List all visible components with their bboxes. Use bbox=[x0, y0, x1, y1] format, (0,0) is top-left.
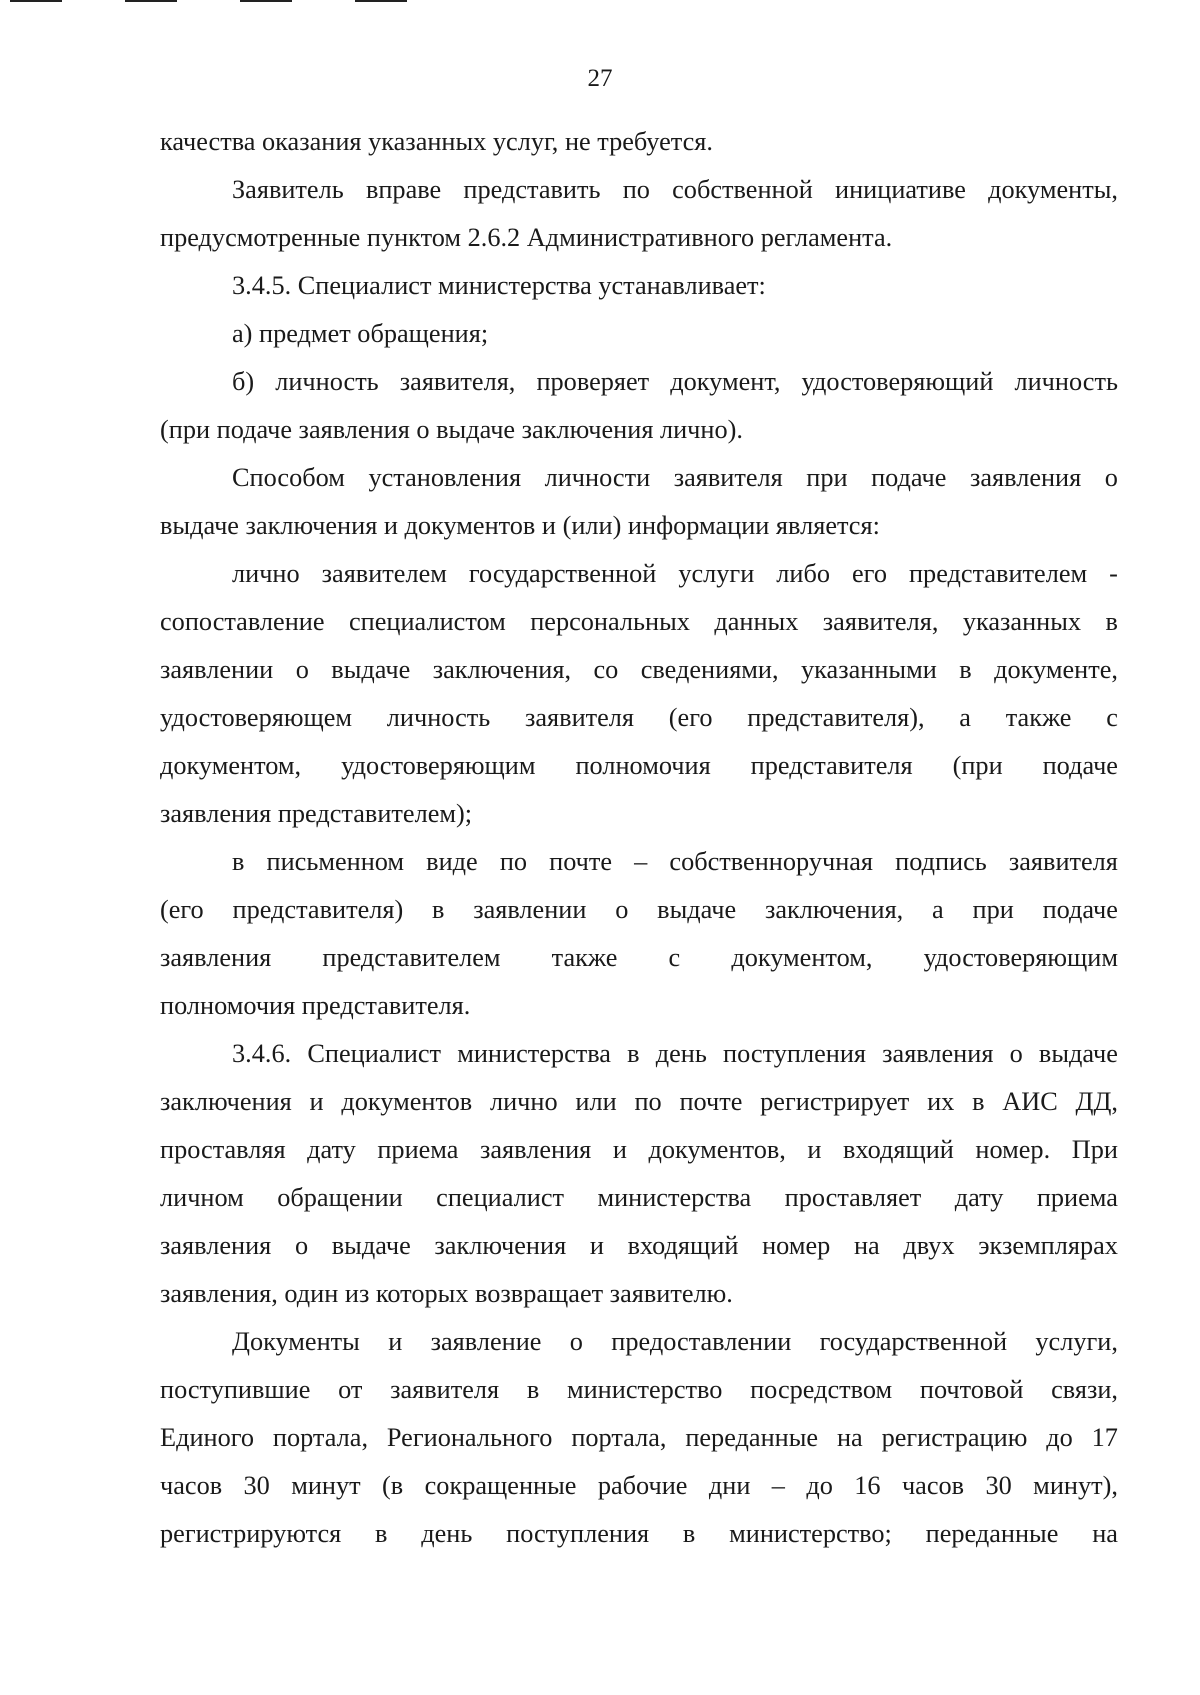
word: представить bbox=[463, 175, 601, 204]
word: 17 bbox=[1091, 1423, 1118, 1452]
word: личном bbox=[160, 1183, 244, 1212]
word: предоставлении bbox=[611, 1327, 792, 1356]
word: до bbox=[1046, 1423, 1073, 1452]
text-line: полномочия представителя. bbox=[160, 991, 471, 1020]
word: сведениями, bbox=[640, 655, 779, 684]
text-line bbox=[160, 1030, 1118, 1078]
text-line: (при подаче заявления о выдаче заключения лично). bbox=[160, 415, 743, 444]
word: подпись bbox=[895, 847, 987, 876]
word: почтовой bbox=[919, 1375, 1024, 1404]
word: в bbox=[1105, 607, 1118, 636]
word: удостоверяющим bbox=[341, 751, 536, 780]
word: удостоверяющий bbox=[801, 367, 994, 396]
text-line bbox=[160, 1078, 1118, 1126]
word: заключения bbox=[434, 1231, 567, 1260]
word: связи, bbox=[1051, 1375, 1118, 1404]
text-line: предусмотренные пунктом 2.6.2 Административного регламента. bbox=[160, 223, 893, 252]
word: в bbox=[682, 1519, 696, 1548]
word: в bbox=[232, 847, 245, 876]
word: проставляет bbox=[784, 1183, 922, 1212]
text-line bbox=[160, 358, 1118, 406]
word: поступления bbox=[506, 1519, 650, 1548]
word: номер bbox=[762, 1231, 831, 1260]
word: услуги, bbox=[1035, 1327, 1118, 1356]
word: выдаче bbox=[331, 1231, 411, 1260]
word: также bbox=[1005, 703, 1072, 732]
word: день bbox=[655, 1039, 707, 1068]
word: документом, bbox=[731, 943, 873, 972]
word: проверяет bbox=[536, 367, 650, 396]
word: экземплярах bbox=[978, 1231, 1118, 1260]
word: дату bbox=[307, 1135, 356, 1164]
word: заявления bbox=[480, 1135, 592, 1164]
word: выдаче bbox=[1038, 1039, 1118, 1068]
word: – bbox=[634, 847, 648, 876]
scan-mark bbox=[125, 0, 177, 2]
word: в bbox=[627, 1039, 640, 1068]
word: почте bbox=[549, 847, 613, 876]
word: почте bbox=[679, 1087, 743, 1116]
word: их bbox=[927, 1087, 955, 1116]
word: заключения, bbox=[764, 895, 904, 924]
word: приема bbox=[1036, 1183, 1118, 1212]
word: Регионального bbox=[386, 1423, 553, 1452]
word: министерство; bbox=[729, 1519, 892, 1548]
word: заявлении bbox=[473, 895, 587, 924]
word: лично bbox=[232, 559, 300, 588]
word: от bbox=[338, 1375, 363, 1404]
word: Способом bbox=[232, 463, 345, 492]
word: услуги bbox=[678, 559, 755, 588]
word: подаче bbox=[1042, 895, 1118, 924]
scan-mark bbox=[240, 0, 292, 2]
word: представителя), bbox=[747, 703, 925, 732]
word: (при bbox=[952, 751, 1003, 780]
word: дни bbox=[708, 1471, 751, 1500]
word: 30 bbox=[243, 1471, 270, 1500]
word: б) bbox=[232, 367, 255, 396]
text-line: выдаче заключения и документов и (или) информации является: bbox=[160, 511, 880, 540]
word: личность bbox=[275, 367, 379, 396]
text-line bbox=[160, 1174, 1118, 1222]
word: заявления bbox=[969, 463, 1082, 492]
word: в bbox=[526, 1375, 540, 1404]
text-line bbox=[160, 1462, 1118, 1510]
scan-mark bbox=[10, 0, 62, 2]
word: заключения, bbox=[432, 655, 572, 684]
word: сопоставление bbox=[160, 607, 325, 636]
word: о bbox=[569, 1327, 583, 1356]
scan-mark bbox=[355, 0, 407, 2]
word: заявление bbox=[430, 1327, 542, 1356]
word: регистрацию bbox=[881, 1423, 1028, 1452]
text-line bbox=[160, 1222, 1118, 1270]
word: переданные bbox=[685, 1423, 819, 1452]
word: представителя) bbox=[232, 895, 404, 924]
word: АИС bbox=[1002, 1087, 1058, 1116]
word: министерства bbox=[457, 1039, 611, 1068]
document-body bbox=[160, 118, 1118, 1558]
word: указанных bbox=[962, 607, 1082, 636]
word: с bbox=[668, 943, 681, 972]
word: документом, bbox=[160, 751, 302, 780]
word: входящий bbox=[843, 1135, 954, 1164]
word: Заявитель bbox=[232, 175, 344, 204]
word: данных bbox=[714, 607, 799, 636]
word: заявителем bbox=[321, 559, 447, 588]
word: а bbox=[932, 895, 944, 924]
word: и bbox=[309, 1087, 324, 1116]
word: заявления bbox=[160, 1231, 272, 1260]
word: письменном bbox=[266, 847, 405, 876]
word: и bbox=[807, 1135, 822, 1164]
text-line bbox=[160, 1510, 1118, 1558]
word: документе, bbox=[994, 655, 1118, 684]
word: подаче bbox=[871, 463, 947, 492]
page-number: 27 bbox=[587, 65, 613, 92]
word: либо bbox=[776, 559, 831, 588]
text-line bbox=[160, 886, 1118, 934]
word: персональных bbox=[530, 607, 690, 636]
word: по bbox=[499, 847, 528, 876]
word: документов, bbox=[648, 1135, 786, 1164]
word: а bbox=[959, 703, 971, 732]
word: (в bbox=[382, 1471, 404, 1500]
word: личность bbox=[386, 703, 491, 732]
word: указанными bbox=[801, 655, 937, 684]
word: день bbox=[421, 1519, 473, 1548]
word: на bbox=[836, 1423, 863, 1452]
word: 30 bbox=[985, 1471, 1012, 1500]
text-line bbox=[160, 934, 1118, 982]
word: номер. bbox=[975, 1135, 1051, 1164]
scan-top-marks bbox=[0, 0, 1200, 4]
word: приема bbox=[377, 1135, 459, 1164]
word: Единого bbox=[160, 1423, 255, 1452]
text-line bbox=[160, 550, 1118, 598]
word: при bbox=[972, 895, 1014, 924]
text-line: а) предмет обращения; bbox=[232, 319, 489, 348]
word: часов bbox=[901, 1471, 965, 1500]
word: документов bbox=[341, 1087, 473, 1116]
word: портала, bbox=[272, 1423, 369, 1452]
text-line bbox=[160, 1318, 1118, 1366]
word: представителем bbox=[322, 943, 501, 972]
word: минут bbox=[291, 1471, 361, 1500]
word: о bbox=[295, 655, 309, 684]
word: 3.4.6. bbox=[232, 1039, 292, 1068]
word: по bbox=[634, 1087, 662, 1116]
word: заявителя, bbox=[399, 367, 516, 396]
word: о bbox=[615, 895, 629, 924]
word: с bbox=[1106, 703, 1118, 732]
word: документ, bbox=[670, 367, 781, 396]
word: на bbox=[853, 1231, 880, 1260]
word: сокращенные bbox=[424, 1471, 577, 1500]
word: заявления bbox=[160, 943, 272, 972]
word: Документы bbox=[232, 1327, 360, 1356]
word: входящий bbox=[627, 1231, 739, 1260]
word: заявителя bbox=[525, 703, 635, 732]
word: переданные bbox=[925, 1519, 1059, 1548]
word: (его bbox=[668, 703, 713, 732]
word: портала, bbox=[571, 1423, 667, 1452]
word: министерство bbox=[566, 1375, 723, 1404]
word: поступившие bbox=[160, 1375, 311, 1404]
text-line bbox=[160, 1414, 1118, 1462]
word: рабочие bbox=[597, 1471, 688, 1500]
text-line bbox=[160, 646, 1118, 694]
word: специалистом bbox=[348, 607, 506, 636]
word: и bbox=[589, 1231, 604, 1260]
word: и bbox=[388, 1327, 403, 1356]
word: дату bbox=[954, 1183, 1004, 1212]
text-line bbox=[160, 166, 1118, 214]
word: заявителя bbox=[390, 1375, 500, 1404]
word: Специалист bbox=[307, 1039, 442, 1068]
word: заявителя, bbox=[822, 607, 939, 636]
word: подаче bbox=[1042, 751, 1118, 780]
word: удостоверяющем bbox=[160, 703, 353, 732]
word: обращении bbox=[277, 1183, 403, 1212]
text-line bbox=[160, 694, 1118, 742]
word: государственной bbox=[468, 559, 657, 588]
word: представителем bbox=[908, 559, 1088, 588]
word: полномочия bbox=[575, 751, 711, 780]
word: лично bbox=[489, 1087, 558, 1116]
text-line bbox=[160, 598, 1118, 646]
word: до bbox=[806, 1471, 833, 1500]
word: в bbox=[959, 655, 972, 684]
word: специалист bbox=[436, 1183, 564, 1212]
word: документы, bbox=[988, 175, 1118, 204]
text-line bbox=[160, 1366, 1118, 1414]
text-line: качества оказания указанных услуг, не требуется. bbox=[160, 127, 713, 156]
word: в bbox=[972, 1087, 985, 1116]
word: регистрирует bbox=[760, 1087, 910, 1116]
word: или bbox=[575, 1087, 617, 1116]
word: при bbox=[806, 463, 848, 492]
text-line bbox=[160, 454, 1118, 502]
word: также bbox=[551, 943, 618, 972]
text-line: заявления, один из которых возвращает заявителю. bbox=[160, 1279, 733, 1308]
word: личность bbox=[1014, 367, 1118, 396]
word: выдаче bbox=[657, 895, 737, 924]
word: – bbox=[771, 1471, 785, 1500]
word: заявлении bbox=[160, 655, 274, 684]
word: личности bbox=[544, 463, 651, 492]
word: по bbox=[622, 175, 650, 204]
word: о bbox=[1009, 1039, 1023, 1068]
word: и bbox=[612, 1135, 627, 1164]
word: двух bbox=[903, 1231, 955, 1260]
word: поступления bbox=[723, 1039, 866, 1068]
word: (его bbox=[160, 895, 204, 924]
text-line: 3.4.5. Специалист министерства устанавливает: bbox=[232, 271, 766, 300]
word: удостоверяющим bbox=[923, 943, 1118, 972]
word: инициативе bbox=[835, 175, 966, 204]
word: проставляя bbox=[160, 1135, 286, 1164]
word: со bbox=[593, 655, 619, 684]
word: посредством bbox=[750, 1375, 893, 1404]
word: минут), bbox=[1033, 1471, 1118, 1500]
word: заключения bbox=[160, 1087, 292, 1116]
text-line bbox=[160, 742, 1118, 790]
word: 16 bbox=[854, 1471, 881, 1500]
word: часов bbox=[160, 1471, 223, 1500]
word: о bbox=[1104, 463, 1118, 492]
word: министерства bbox=[597, 1183, 752, 1212]
word: виде bbox=[426, 847, 478, 876]
word: о bbox=[294, 1231, 309, 1260]
word: заявления bbox=[882, 1039, 994, 1068]
word: заявителя bbox=[1008, 847, 1118, 876]
word: установления bbox=[368, 463, 522, 492]
text-line bbox=[160, 838, 1118, 886]
text-line: заявления представителем); bbox=[160, 799, 473, 828]
word: выдаче bbox=[331, 655, 411, 684]
word: на bbox=[1092, 1519, 1118, 1548]
word: При bbox=[1071, 1135, 1118, 1164]
word: в bbox=[432, 895, 445, 924]
word: регистрируются bbox=[160, 1519, 342, 1548]
word: его bbox=[852, 559, 887, 588]
text-line bbox=[160, 1126, 1118, 1174]
word: собственной bbox=[672, 175, 813, 204]
word: представителя bbox=[750, 751, 913, 780]
word: заявителя bbox=[673, 463, 783, 492]
word: - bbox=[1109, 559, 1118, 588]
word: ДД, bbox=[1075, 1087, 1118, 1116]
word: вправе bbox=[365, 175, 442, 204]
word: в bbox=[375, 1519, 388, 1548]
word: собственноручная bbox=[669, 847, 874, 876]
word: государственной bbox=[819, 1327, 1008, 1356]
